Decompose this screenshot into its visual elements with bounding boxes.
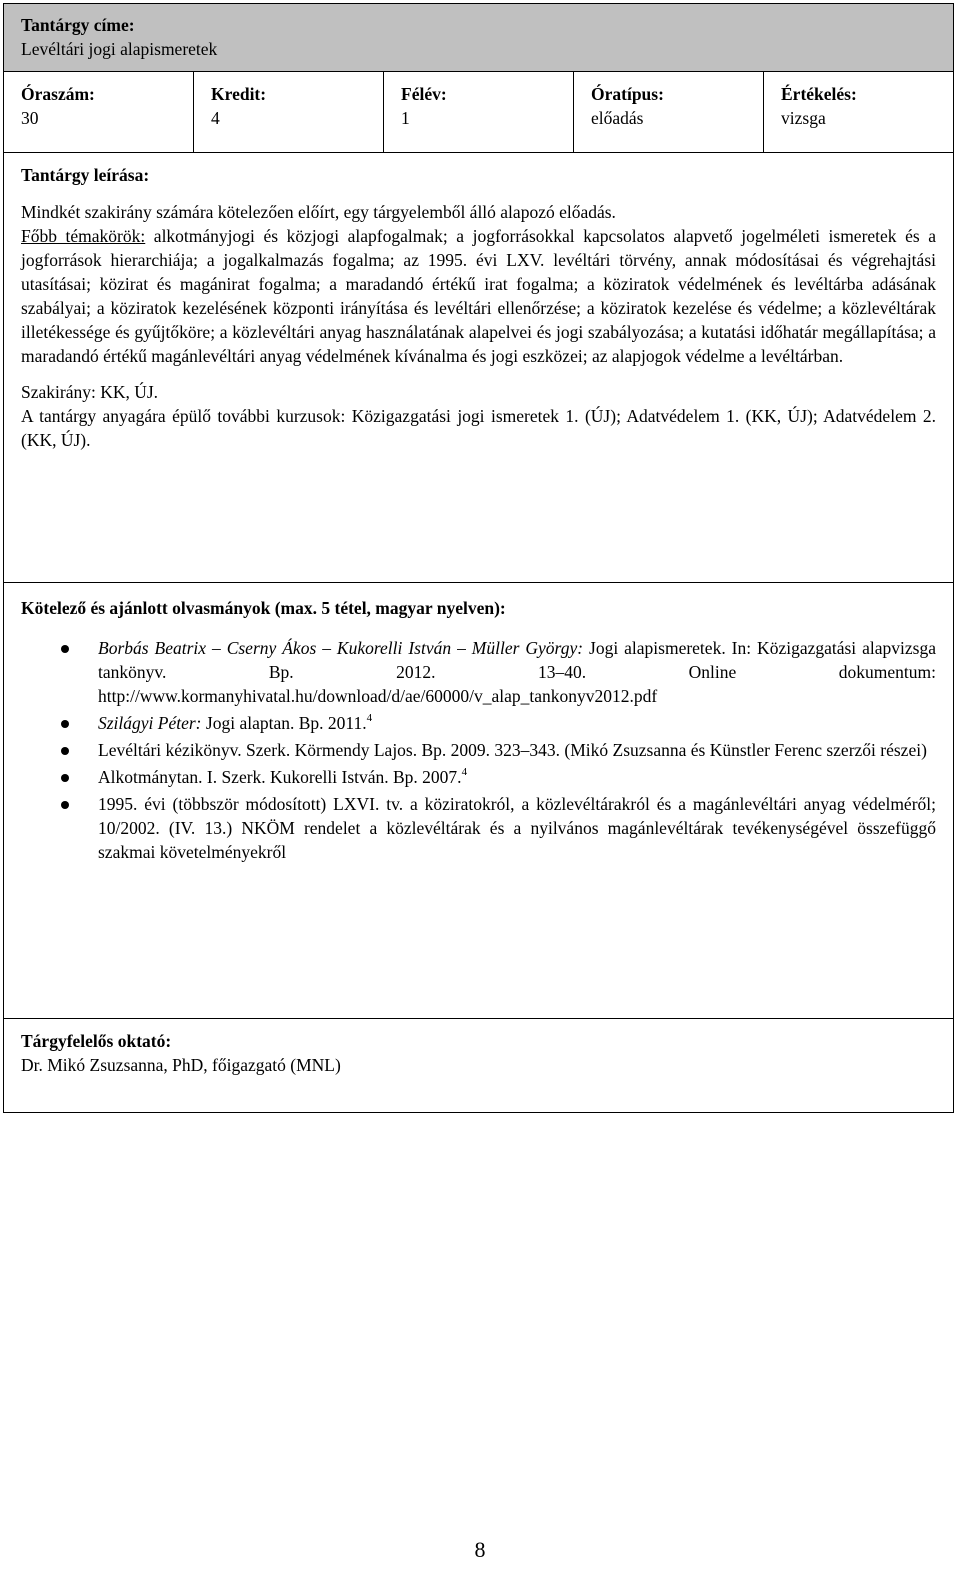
topics-text: alkotmányjogi és közjogi alapfogalmak; a jogforrásokkal kapcsolatos alapvető jogelméleti ismeretek és a jogforrások hierarchiája; a jogalkalmazás fogalma; az 1995. évi LXV. levéltári törvény, annak módosításai és végrehajtási utasításai; közirat és magánirat fogalma; a maradandó értékű irat fogalma; a köziratok védelmének és levéltárba adásának szabályai; a köziratok kezelésének központi irányítása és levéltári ellenőrzése; a köziratok kezelése és védelme; a közlevéltárak illetékessége és gyűjtőköre; a közlevéltári anyag használatának alapelvei és jogi szabályozása; a kutatási időhatár megállapítása; a maradandó értékű magánlevéltári anyag védelmének kívánalma és jogi eszközei; az alapjogok védelme a levéltárban. <box>21 226 936 366</box>
meta-value: előadás <box>591 108 644 128</box>
responsible-label: Tárgyfelelős oktató: <box>21 1031 172 1051</box>
meta-label: Óratípus: <box>591 84 664 104</box>
meta-credit <box>194 72 384 152</box>
specialization: Szakirány: KK, ÚJ. <box>21 382 159 402</box>
description-cell <box>4 153 953 583</box>
meta-row <box>4 72 953 153</box>
meta-label: Értékelés: <box>781 84 857 104</box>
meta-assessment <box>764 72 953 152</box>
meta-class-type <box>574 72 764 152</box>
meta-label: Kredit: <box>211 84 267 104</box>
meta-value: 30 <box>21 108 39 128</box>
course-title: Levéltári jogi alapismeretek <box>21 39 218 59</box>
reading-text: Jogi alaptan. Bp. 2011. <box>201 713 367 733</box>
reading-text: Alkotmánytan. I. Szerk. Kukorelli István. Bp. 2007. <box>98 767 462 787</box>
list-item <box>21 792 936 864</box>
meta-value: 1 <box>401 108 410 128</box>
meta-hours <box>4 72 194 152</box>
list-item <box>21 738 936 762</box>
meta-label: Óraszám: <box>21 84 95 104</box>
readings-heading: Kötelező és ajánlott olvasmányok (max. 5 tétel, magyar nyelven): <box>21 598 506 618</box>
meta-label: Félév: <box>401 84 447 104</box>
readings-list <box>21 636 936 864</box>
bullet-icon <box>61 720 69 728</box>
followup-courses: A tantárgy anyagára épülő további kurzusok: Közigazgatási jogi ismeretek 1. (ÚJ); Adatvédelem 1. (KK, ÚJ); Adatvédelem 2. (KK, ÚJ). <box>21 406 936 450</box>
topics-label: Főbb témakörök: <box>21 226 146 246</box>
responsible-name: Dr. Mikó Zsuzsanna, PhD, főigazgató (MNL) <box>21 1055 341 1075</box>
reading-text: Jogi alapismeretek. In: Közigazgatási alapvizsga tankönyv. Bp. 2012. 13–40. Online dokumentum: http://www.kormanyhivatal.hu/download/d/ae/60000/v_alap_tankonyv2012.pdf <box>98 638 936 706</box>
reading-text: 1995. évi (többször módosított) LXVI. tv. a köziratokról, a közlevéltárakról és a magánlevéltári anyag védelméről; 10/2002. (IV. 13.) NKÖM rendelet a közlevéltárak és a nyilvános magánlevéltárak tevékenységével összefüggő szakmai követelményekről <box>98 794 936 862</box>
responsible-cell <box>4 1019 953 1112</box>
title-cell <box>4 4 953 72</box>
reading-authors: Borbás Beatrix – Cserny Ákos – Kukorelli István – Müller György: <box>98 638 584 658</box>
list-item <box>21 636 936 708</box>
bullet-icon <box>61 801 69 809</box>
description-heading: Tantárgy leírása: <box>21 165 150 185</box>
title-label: Tantárgy címe: <box>21 15 135 35</box>
page-number: 8 <box>474 1537 486 1562</box>
meta-value: 4 <box>211 108 220 128</box>
bullet-icon <box>61 774 69 782</box>
description-topics <box>21 224 936 368</box>
course-sheet <box>3 3 954 1113</box>
reading-footnote: 4 <box>366 712 373 724</box>
meta-semester <box>384 72 574 152</box>
description-intro: Mindkét szakirány számára kötelezően előírt, egy tárgyelemből álló alapozó előadás. <box>21 202 616 222</box>
bullet-icon <box>61 747 69 755</box>
meta-value: vizsga <box>781 108 826 128</box>
list-item <box>21 765 936 789</box>
readings-cell <box>4 583 953 1019</box>
reading-footnote: 4 <box>461 766 468 778</box>
reading-text: Levéltári kézikönyv. Szerk. Körmendy Lajos. Bp. 2009. 323–343. (Mikó Zsuzsanna és Künstler Ferenc szerzői részei) <box>98 740 927 760</box>
bullet-icon <box>61 645 69 653</box>
list-item <box>21 711 936 735</box>
reading-authors: Szilágyi Péter: <box>98 713 202 733</box>
